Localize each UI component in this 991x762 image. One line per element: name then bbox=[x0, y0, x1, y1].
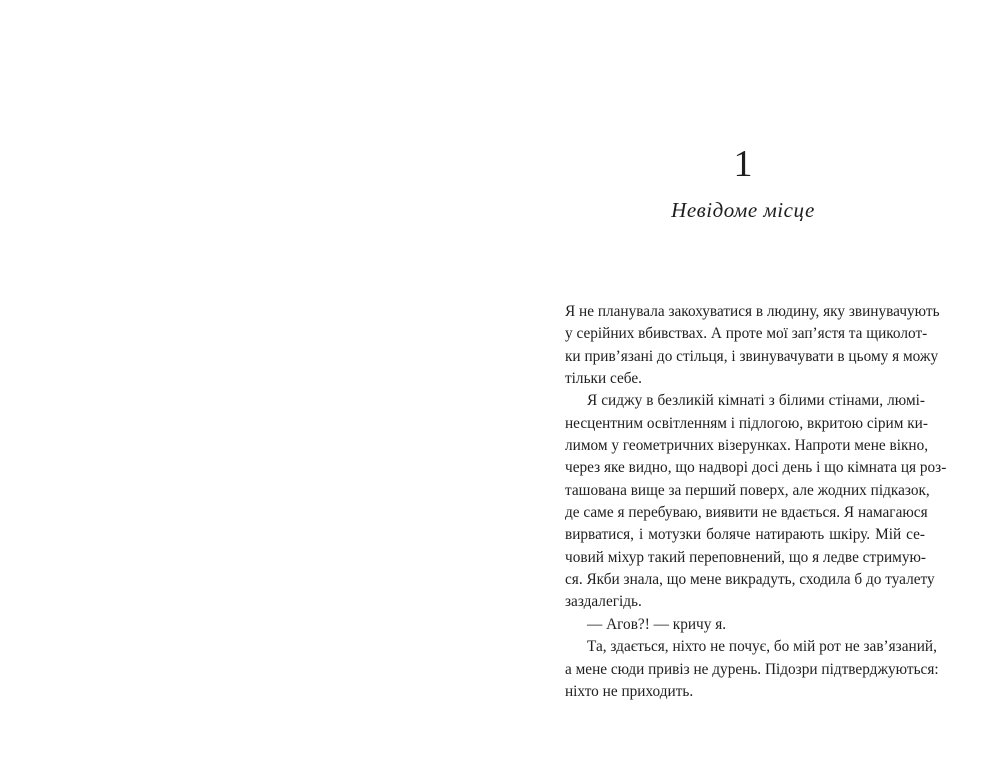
left-page-blank bbox=[0, 0, 495, 762]
right-page bbox=[495, 0, 991, 762]
paragraph bbox=[565, 614, 925, 636]
chapter-title: Невідоме місце bbox=[671, 198, 815, 222]
text-line: Я сиджу в безликій кімнаті з білими стінами, люмі- bbox=[587, 392, 925, 410]
chapter-number: 1 bbox=[733, 143, 753, 185]
text-line: ніхто не приходить. bbox=[565, 682, 694, 700]
text-line: ся. Якби знала, що мене викрадуть, сходила б до туалету bbox=[565, 571, 935, 589]
text-line: Та, здається, ніхто не почує, бо мій рот не зав’язаний, bbox=[587, 638, 937, 656]
paragraph bbox=[565, 636, 939, 703]
text-line: несцентним освітленням і підлогою, вкритою сірим ки- bbox=[565, 414, 928, 432]
text-line: — Агов?! — кричу я. bbox=[587, 615, 727, 633]
paragraph bbox=[565, 301, 940, 390]
chapter-body-text bbox=[565, 301, 947, 703]
text-line: ташована вище за перший поверх, але жодних підказок, bbox=[565, 481, 930, 499]
text-line: Я не планувала закохуватися в людину, яку звинувачують bbox=[565, 303, 940, 320]
text-line: ки прив’язані до стільця, і звинувачувати в цьому я можу bbox=[565, 347, 939, 365]
paragraph bbox=[565, 390, 947, 613]
text-line: а мене сюди привіз не дурень. Підозри підтверджуються: bbox=[565, 660, 939, 678]
text-line: у серійних вбивствах. А проте мої зап’ястя та щиколот- bbox=[565, 325, 928, 343]
text-line: де саме я перебуваю, виявити не вдається. Я намагаюся bbox=[565, 504, 928, 522]
text-line: човий міхур такий переповнений, що я ледве стримую- bbox=[565, 548, 927, 566]
text-line: заздалегідь. bbox=[565, 593, 642, 611]
text-line: лимом у геометричних візерунках. Напроти мене вікно, bbox=[565, 437, 929, 455]
text-line: тільки себе. bbox=[565, 370, 642, 388]
text-line: через яке видно, що надворі досі день і що кімната ця роз- bbox=[565, 459, 947, 477]
text-line: вирватися, і мотузки боляче натирають шкіру. Мій се- bbox=[565, 526, 925, 544]
